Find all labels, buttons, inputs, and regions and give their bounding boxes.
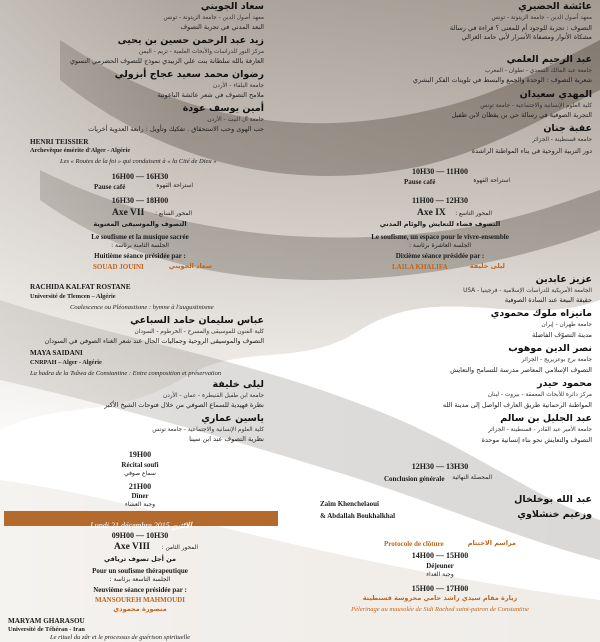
session-chair-label-ar: الجلسة العاشرة برئاسة :: [408, 242, 472, 249]
speaker-name: عقبة جنان: [543, 123, 592, 134]
speaker-affiliation: كلية الفنون للموسيقى والمسرح - الخرطوم - السودان: [134, 329, 264, 335]
closing-protocol: Protocole de clôture: [384, 540, 444, 548]
break-label: Pause café: [94, 183, 126, 191]
talk-title: La hadra de la Tsâwa de Constantine : Entre composition et préservation: [30, 370, 222, 377]
session-chair-name: SOUAD JOUINI: [93, 263, 144, 271]
talk-title: حقيقة البيعة عند السادة الصوفية: [504, 296, 592, 304]
event-label: Récital soufi: [121, 461, 159, 469]
closing-speaker-fr: & Abdallah Boukhalkhal: [320, 512, 396, 520]
speaker-name: المهدي سعيدان: [519, 89, 592, 100]
talk-title: حب الهوى وحب الاستحقاق . تفكيك وتأويل : رابعة العدوية أخريات: [88, 125, 264, 133]
speaker-affiliation: معهد أصول الدين - جامعة الزيتونة - تونس: [491, 15, 592, 21]
speaker-name: سعاد الجويني: [200, 1, 264, 12]
day-date-fr: Lundi 21 décembre 2015: [90, 521, 170, 530]
talk-title: العارفة بالله سلطانة بنت علي الزبيدي نموذج للتصوف الحضرمي النسوي: [69, 57, 264, 65]
session-chair-label-ar: الجلسة التاسعة برئاسة :: [109, 576, 171, 583]
session-time: 12H30 — 13H30: [411, 462, 469, 471]
speaker-name: عزيز عابدين: [535, 274, 592, 285]
axis-theme-fr: Le soufisme et la musique sacrée: [91, 233, 189, 241]
speaker-affiliation: Université de Téhéran - Iran: [8, 626, 85, 633]
speaker-affiliation: Université de Tlemcen – Algérie: [30, 293, 116, 300]
event-label-ar: وجبة العشاء: [125, 501, 155, 508]
speaker-affiliation: جامعة البلقاء - الأردن: [212, 83, 264, 89]
speaker-name: ليلى خليفة: [212, 379, 264, 390]
axis-title-ar: المحور السابع :: [155, 211, 192, 217]
speaker-name: HENRI TEISSIER: [30, 138, 89, 146]
axis-theme-ar: التصوف والموسيقى المعنوية: [93, 220, 187, 228]
session-time: 19H00: [128, 450, 152, 459]
axis-theme-fr: Le soufisme, un espace pour le vivre-ensemble: [371, 233, 509, 241]
break-label: Pause café: [404, 178, 436, 186]
speaker-name: عبد الرحيم العلمي: [506, 54, 592, 65]
axis-theme-ar: التصوف فضاء للتعايش والوئام المدني: [379, 220, 501, 228]
speaker-affiliation: مركز النور للدراسات والأبحاث العلمية - تريم - اليمن: [138, 49, 264, 55]
event-label: Dîner: [131, 492, 149, 500]
break-label-ar: استراحة القهوة: [473, 178, 510, 184]
speaker-name: MAYA SAIDANI: [30, 349, 83, 357]
speaker-name: RACHIDA KALFAT ROSTANE: [30, 283, 131, 291]
talk-title: نظرية التصوف عند ابن سينا: [189, 435, 264, 443]
axis-title: Axe VII: [112, 208, 145, 218]
speaker-affiliation: جامعة ابن طفيل القنيطرة - عمان - الأردن: [163, 393, 264, 399]
closing-speaker-ar: وزعيم خنشلاوي: [517, 509, 592, 520]
session-chair-name-ar: ليلى خليفة: [469, 262, 505, 270]
talk-title: التصوف والتعايش نحو بناء إنسانية موحدة: [481, 436, 592, 444]
speaker-name: MARYAM GHARASOU: [8, 617, 85, 625]
talk-title: Le rituel du zâr et le processus de guérison spirituelle: [50, 634, 191, 641]
speaker-name: عائشة الحضيري: [518, 1, 592, 12]
session-time: 14H00 — 15H00: [411, 551, 469, 560]
session-time: 11H00 — 12H30: [411, 196, 468, 205]
speaker-name: أمين يوسف عودة: [182, 103, 264, 114]
talk-title: مدينة التصوّف الفاضلة: [532, 331, 592, 339]
speaker-name: عباس سليمان حامد السباعي: [130, 315, 264, 326]
speaker-name: زيد عبد الرحمن حسين بن يحيى: [117, 35, 264, 46]
talk-title: شعرية التصوف : الوحدة والجمع والبسط في تلوينات الفكر البشري: [412, 76, 592, 84]
axis-title: Axe VIII: [114, 542, 150, 552]
closing-speaker-ar: عبد الله بوخلخال: [514, 494, 592, 505]
talk-title: المواطنة الرحمانية طريق العارف الواصل إلى مدينة الله: [442, 401, 592, 409]
event-label: Déjeuner: [426, 562, 454, 570]
speaker-name: ياسين عماري: [201, 413, 264, 424]
closing-speaker-fr: Zaïm Khenchelaoui: [320, 500, 379, 508]
event-label-ar: المحصلة النهائية: [452, 474, 492, 481]
speaker-name: محمود حيدر: [537, 378, 592, 389]
pilgrimage-ar: زيارة مقام سيدي راشد حامي محروسة قسنطينة: [362, 594, 518, 602]
speaker-name: عبد الجليل بن سالم: [500, 413, 592, 424]
speaker-affiliation: جامعة قسنطينة - الجزائر: [532, 137, 592, 143]
event-label: Conclusion générale: [384, 475, 445, 483]
speaker-affiliation: الجامعة الأمريكية للدراسات الإسلامية - فرجينيا - USA: [463, 288, 592, 294]
axis-title-ar: المحور التاسع :: [455, 211, 492, 217]
session-chair-label-ar: الجلسة الثامنة برئاسة :: [111, 242, 169, 249]
talk-title: البعد المدني في تجربة التصوف: [180, 23, 264, 31]
session-chair-name-ar: منصورة محمودي: [113, 605, 167, 613]
session-time: 16H00 — 16H30: [111, 172, 169, 181]
session-time: 09H00 — 10H30: [111, 531, 169, 540]
axis-theme-fr: Pour un soufisme thérapeutique: [92, 567, 188, 575]
speaker-affiliation: جامعة برج بوعريريج - الجزائر: [521, 357, 592, 363]
session-chair-label-fr: Neuvième séance présidée par :: [93, 586, 187, 594]
pilgrimage-fr: Pèlerinage au mausolée de Sidi Rached saint-patron de Constantine: [351, 606, 529, 613]
speaker-affiliation: معهد أصول الدين - جامعة الزيتونة - تونس: [163, 15, 264, 21]
session-chair-label-fr: Huitième séance présidée par :: [94, 252, 186, 260]
speaker-name: رضوان محمد سعيد عجاج أبزولي: [114, 69, 264, 80]
axis-title-ar: المحور الثامن :: [161, 545, 198, 551]
talk-title: التجربة الصوفية في رسالة حي بن يقظان لابن طفيل: [451, 111, 592, 119]
day-banner: [4, 511, 278, 530]
talk-title: ملامح التصوف في شعر عائشة الباعونية: [157, 91, 264, 99]
session-time: 15H00 — 17H00: [411, 584, 469, 593]
speaker-name: مانيزاه ملوك محمودي: [490, 308, 592, 319]
speaker-affiliation: كلية العلوم الإنسانية والاجتماعية - جامعة تونس: [152, 427, 264, 433]
session-chair-name-ar: سعاد الجويني: [168, 262, 212, 270]
session-time: 16H30 — 18H00: [111, 196, 169, 205]
speaker-affiliation: مركز دائرة للأبحاث المعمقة - بيروت - لبنان: [487, 392, 592, 398]
speaker-affiliation: CNRPAH – Alger - Algérie: [30, 359, 102, 366]
talk-title-line2: مشكاة الأنوار ومصفاة الأسرار لأبي حامد الغزالي: [461, 33, 592, 41]
talk-title: نظرة فهيدية للسماع الصوفي من خلال فتوحات الشيخ الأكبر: [104, 401, 264, 409]
speaker-affiliation: Archevêque émérite d'Alger - Algérie: [30, 147, 131, 154]
speaker-affiliation: جامعة عبد المالك السعدي - تطوان - المغرب: [484, 68, 592, 74]
break-label-ar: استراحة القهوة: [156, 183, 193, 189]
talk-title: Coalescence ou Pléonastisme : hymne à l'augustinisme: [70, 304, 214, 311]
session-chair-name: MANSOUREH MAHMOUDI: [94, 596, 186, 604]
speaker-affiliation: جامعة آل البيت - الأردن: [207, 117, 264, 123]
talk-title: التصوف : تجربة للوجود أم للمعنى ؟ قراءة في رسالة: [449, 24, 592, 32]
day-date-ar: الاثنين: [171, 521, 192, 530]
talk-title: التصوف والموسيقى الروحية وجماليات الحال عند شعر الغناء الصوفي في السودان: [44, 337, 264, 345]
session-time: 10H30 — 11H00: [411, 167, 468, 176]
axis-theme-ar: من أجل تصوف ترياقي: [103, 555, 177, 563]
closing-protocol-ar: مراسم الاختتام: [467, 539, 516, 547]
day-banner-text: [4, 521, 278, 530]
speaker-name: نصر الدين موهوب: [508, 343, 592, 354]
session-chair-name: LAILA KHALIFA: [392, 263, 448, 271]
event-label-ar: سماع صوفي: [124, 470, 156, 477]
talk-title: التصوف الإسلامي المعاصر مدرسة للتسامح والتعايش: [450, 366, 592, 374]
session-chair-label-fr: Dixième séance présidée par :: [395, 252, 485, 260]
speaker-affiliation: كلية العلوم الإنسانية والاجتماعية - جامعة تونس: [480, 103, 592, 109]
session-time: 21H00: [128, 482, 152, 491]
speaker-affiliation: جامعة الأمير عبد القادر - قسنطينة - الجزائر: [488, 427, 592, 433]
event-label-ar: وجبة الغداء: [426, 571, 454, 578]
talk-title: دور التربية الروحية في بناء المواطنة الراشدة: [471, 147, 592, 155]
talk-title: Les « Routes de la foi » qui conduisent à « la Cité de Dieu »: [60, 158, 217, 165]
speaker-affiliation: جامعة طهران - إيران: [541, 322, 592, 328]
axis-title: Axe IX: [417, 208, 446, 218]
